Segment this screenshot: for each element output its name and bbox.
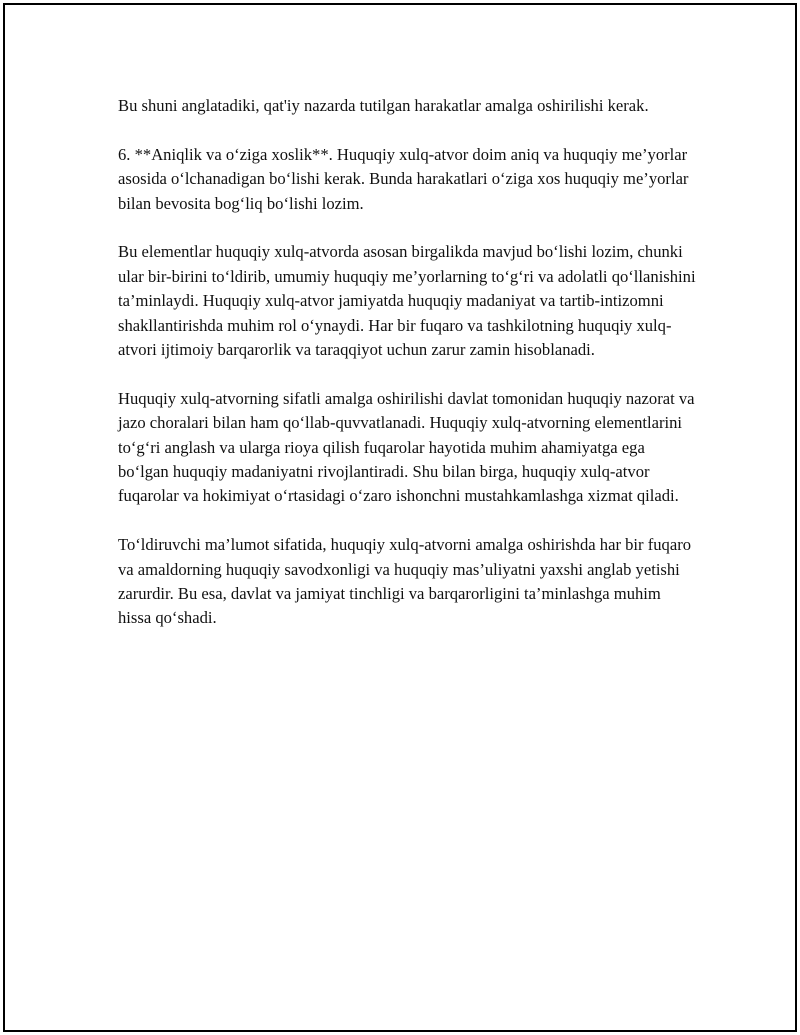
- paragraph-2: 6. **Aniqlik va o‘ziga xoslik**. Huquqiy xulq-atvor doim aniq va huquqiy me’yorlar asosida o‘lchanadigan bo‘lishi kerak. Bunda harakatlari o‘ziga xos huquqiy me’yorlar bilan bevosita bog‘liq bo‘lishi lozim.: [118, 144, 689, 213]
- paragraph-4: Huquqiy xulq-atvorning sifatli amalga oshirilishi davlat tomonidan huquqiy nazorat va jazo choralari bilan ham qo‘llab-quvvatlanadi. Huquqiy xulq-atvorning elementlarini to‘g‘ri anglash va ularga rioya qilish fuqarolar hayotida muhim ahamiyatga ega bo‘lgan huquqiy madaniyatni rivojlantiradi. Shu bilan birga, huquqiy xulq-atvor fuqarolar va hokimiyat o‘rtasidagi o‘zaro ishonchni mustahkamlashga xizmat qiladi.: [118, 388, 695, 506]
- paragraph-5: To‘ldiruvchi ma’lumot sifatida, huquqiy xulq-atvorni amalga oshirishda har bir fuqaro va amaldorning huquqiy savodxonligi va huquqiy mas’uliyatni yaxshi anglab yetishi zarurdir. Bu esa, davlat va jamiyat tinchligi va barqarorligini ta’minlashga muhim hissa qo‘shadi.: [118, 535, 692, 628]
- paragraph-3: Bu elementlar huquqiy xulq-atvorda asosan birgalikda mavjud bo‘lishi lozim, chunki ular bir-birini to‘ldirib, umumiy huquqiy me’yorlarning to‘g‘ri va adolatli qo‘llanishini ta’minlaydi. Huquqiy xulq-atvor jamiyatda huquqiy madaniyat va tartib-intizomni shakllantirishda muhim rol o‘ynaydi. Har bir fuqaro va tashkilotning huquqiy xulq-atvori ijtimoiy barqarorlik va taraqqiyot uchun zarur zamin hisoblanadi.: [118, 242, 696, 360]
- paragraph-1: Bu shuni anglatadiki, qat'iy nazarda tutilgan harakatlar amalga oshirilishi kerak.: [118, 96, 649, 115]
- document-body: [118, 94, 698, 631]
